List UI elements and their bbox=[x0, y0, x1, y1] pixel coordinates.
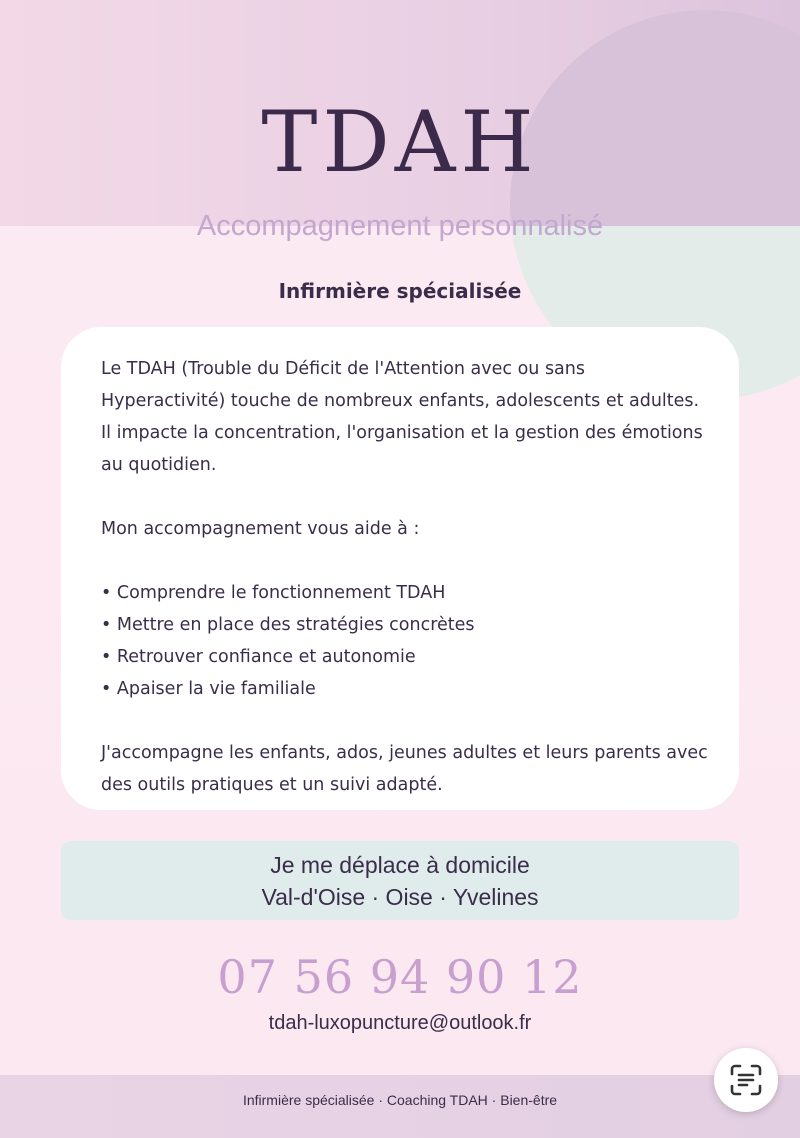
spacer bbox=[101, 481, 709, 513]
text-scan-button[interactable] bbox=[714, 1048, 778, 1112]
travel-line-1: Je me déplace à domicile bbox=[270, 852, 530, 878]
list-item: • Comprendre le fonctionnement TDAH bbox=[101, 577, 709, 609]
intro-paragraph: Le TDAH (Trouble du Déficit de l'Attention avec ou sans Hyperactivité) touche de nombreux enfants, adolescents et adultes. Il impacte la concentration, l'organisation et la gestion des émotions au quotidien. bbox=[101, 359, 703, 475]
travel-banner bbox=[61, 841, 739, 920]
spacer bbox=[101, 545, 709, 577]
page-subtitle: Accompagnement personnalisé bbox=[196, 210, 604, 242]
phone-number[interactable]: 07 56 94 90 12 bbox=[217, 950, 583, 1004]
closing-paragraph: J'accompagne les enfants, ados, jeunes adultes et leurs parents avec des outils pratiques et un suivi adapté. bbox=[101, 743, 708, 795]
list-item: • Apaiser la vie familiale bbox=[101, 673, 709, 705]
list-item: • Mettre en place des stratégies concrètes bbox=[101, 609, 709, 641]
spacer bbox=[101, 705, 709, 737]
info-card bbox=[61, 327, 739, 810]
list-item: • Retrouver confiance et autonomie bbox=[101, 641, 709, 673]
lead-paragraph: Mon accompagnement vous aide à : bbox=[101, 519, 420, 539]
footer-text: Infirmière spécialisée · Coaching TDAH · Bien-être bbox=[242, 1092, 558, 1108]
footer-band bbox=[0, 1075, 800, 1138]
role-heading: Infirmière spécialisée bbox=[278, 279, 522, 303]
email-address[interactable]: tdah-luxopuncture@outlook.fr bbox=[268, 1012, 532, 1034]
page-title: TDAH bbox=[261, 93, 539, 191]
travel-line-2: Val-d'Oise · Oise · Yvelines bbox=[261, 884, 539, 910]
benefits-list bbox=[101, 577, 709, 705]
text-scan-icon bbox=[729, 1063, 763, 1097]
